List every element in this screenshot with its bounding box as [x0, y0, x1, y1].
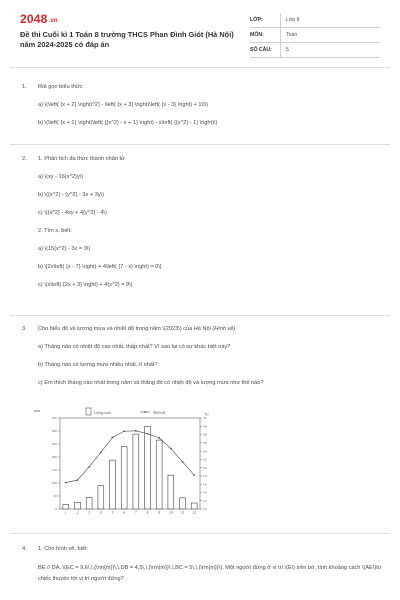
- x-tick-label: 11: [180, 511, 185, 515]
- rain-bar: [75, 502, 81, 509]
- rain-bar: [98, 486, 104, 509]
- x-tick-label: 5: [111, 511, 114, 515]
- rain-bar: [180, 498, 186, 509]
- question-number: 3.: [22, 326, 27, 332]
- meta-table: [250, 13, 380, 58]
- left-tick-label: 0: [55, 507, 57, 512]
- question-intro: [38, 325, 382, 333]
- left-tick-label: 250: [51, 442, 57, 447]
- right-tick-label: 18: [203, 474, 207, 479]
- rain-bar: [156, 440, 162, 509]
- rain-bar: [145, 426, 151, 509]
- question-part-title: 2. Tìm x, biết:: [38, 228, 72, 234]
- page-title: Đề thi Cuối kì 1 Toán 8 trường THCS Phan Đình Giót (Hà Nội) năm 2024-2025 có đáp án: [20, 30, 234, 49]
- meta-row-class: [250, 13, 380, 28]
- logo-text: 2048: [20, 12, 48, 26]
- rain-bar: [168, 475, 174, 509]
- meta-value: Toán: [281, 28, 381, 43]
- temperature-point: [170, 448, 172, 450]
- rain-bar: [191, 503, 197, 509]
- rain-bar: [133, 434, 139, 509]
- temperature-point: [193, 474, 195, 476]
- x-tick-label: 7: [134, 511, 137, 515]
- meta-key: MÔN:: [250, 28, 281, 43]
- rain-temperature-chart: [28, 406, 223, 521]
- x-tick-label: 8: [146, 511, 149, 515]
- question-item-b: b) \[2x\left( {x - 7} \right) + 4\left( {7 - x} \right) = 0\]: [38, 264, 162, 270]
- meta-value: Lớp 8: [281, 13, 381, 28]
- temperature-point: [100, 452, 102, 454]
- x-tick-label: 10: [169, 511, 173, 515]
- right-tick-label: 20: [203, 465, 207, 470]
- rain-bar: [110, 460, 116, 509]
- temperature-point: [65, 482, 67, 484]
- question-intro-text: Cho biểu đồ về lượng mưa và nhiệt độ trong năm \(2023\) của Hà Nội: [38, 326, 213, 332]
- question-item-b: b) \(\left( {x + 1} \right)\left( {{x^2} - x + 1} \right) - x\left( {{x^2} - 1} \right)\): [38, 120, 218, 126]
- right-tick-label: 30: [203, 424, 207, 429]
- temperature-point: [88, 466, 90, 468]
- x-tick-label: 6: [123, 511, 126, 515]
- x-tick-label: 1: [64, 511, 67, 515]
- chart-svg: [28, 406, 223, 521]
- meta-key: SỐ CÂU:: [250, 43, 281, 58]
- question-part-title: 1. Cho hình vẽ, biết:: [38, 546, 89, 552]
- question-item-b: b) Tháng nào có lượng mưa nhiều nhất, ít nhất?: [38, 362, 158, 368]
- site-logo[interactable]: [20, 12, 58, 26]
- temperature-point: [112, 437, 114, 439]
- rain-bar: [63, 504, 69, 509]
- right-tick-label: 12: [203, 498, 207, 503]
- question-number: 1.: [22, 84, 27, 90]
- temperature-point: [123, 430, 125, 432]
- right-tick-label: 10: [203, 507, 207, 512]
- x-tick-label: 2: [76, 511, 79, 515]
- left-tick-label: 300: [51, 429, 57, 434]
- right-tick-label: 14: [203, 490, 207, 495]
- meta-row-count: [250, 43, 380, 58]
- divider: [10, 315, 390, 316]
- right-tick-label: 24: [203, 449, 207, 454]
- right-tick-label: 22: [203, 457, 207, 462]
- plot-area: [60, 418, 200, 509]
- meta-row-subject: [250, 28, 380, 43]
- divider: [10, 144, 390, 145]
- temperature-point: [147, 433, 149, 435]
- temperature-point: [158, 437, 160, 439]
- right-tick-label: 26: [203, 441, 207, 446]
- x-tick-label: 12: [192, 511, 196, 515]
- temperature-point: [77, 479, 79, 481]
- right-tick-label: 28: [203, 432, 207, 437]
- question-item-a: a) \(xy - 16{x^2}y\): [38, 174, 84, 180]
- figure-reference: (Hình vẽ): [212, 326, 236, 332]
- legend-bar-swatch: [86, 408, 91, 415]
- question-item-c: c) \({x^2} - 4xy + 4{y^2} - 4\): [38, 210, 107, 216]
- question-item-a: a) Tháng nào có nhiệt độ cao nhất, thấp nhất? Vì sao lại có sự khác biệt này?: [38, 344, 231, 350]
- left-tick-label: 50: [53, 494, 57, 499]
- question-item-c: c) \(x\left( {2x + 3} \right) + 4{x^2} = 9\): [38, 282, 133, 288]
- meta-key: LỚP:: [250, 13, 281, 28]
- legend-line-marker: [144, 411, 146, 413]
- x-tick-label: 9: [158, 511, 161, 515]
- right-tick-label: 16: [203, 482, 207, 487]
- x-tick-label: 4: [99, 511, 102, 515]
- divider: [10, 533, 390, 534]
- question-text: BE // DA, \(EC = 9,6\,\,{\rm{m}}\,\,DB = 4,5\,\,{\rm{m}}\,\,BC = 5\,\,{\rm{m}}\). Một người đứng ở vị trí \(E\) trên bờ, tính khoảng cách \(AE\)từ chiếc thuyền tới vị trí người đứng?: [38, 565, 382, 582]
- x-tick-label: 3: [88, 511, 91, 515]
- rain-bar: [121, 447, 127, 509]
- question-title: Rút gọn biểu thức: [38, 84, 83, 90]
- legend-line-label: Nhiệt độ: [153, 411, 166, 415]
- right-tick-label: 32: [203, 416, 207, 421]
- left-axis-unit: mm: [34, 408, 41, 413]
- temperature-line: [66, 431, 194, 483]
- rain-bar: [86, 498, 92, 509]
- left-tick-label: 200: [51, 455, 57, 460]
- question-item-b: b) \({x^2} - {y^2} - 3x + 3y\): [38, 192, 105, 198]
- temperature-point: [135, 430, 137, 432]
- temperature-point: [182, 461, 184, 463]
- legend-bar-label: Lượng mưa: [94, 411, 111, 415]
- question-item-a: a) \(15{x^2} - 3x = 0\): [38, 246, 91, 252]
- question-number: 2.: [22, 156, 27, 162]
- question-number: 4.: [22, 546, 27, 552]
- question-item-a: a) \(\left( {x + 2} \right)^2) - \left( {x + 3} \right)\left( {x - 3} \right) + 10\): [38, 102, 209, 108]
- meta-value: 5: [281, 43, 381, 58]
- question-part-title: 1. Phân tích đa thức thành nhân tử: [38, 156, 125, 162]
- left-tick-label: 150: [51, 468, 57, 473]
- divider: [10, 67, 390, 68]
- logo-suffix: .vn: [48, 18, 58, 24]
- left-tick-label: 350: [51, 416, 57, 421]
- question-item-c: c) Em thích tháng nào nhất trong năm và tháng đó có nhiệt độ và lượng mưa như thế nào?: [38, 380, 264, 386]
- left-tick-label: 100: [51, 481, 57, 486]
- right-axis-unit: °C: [204, 412, 209, 417]
